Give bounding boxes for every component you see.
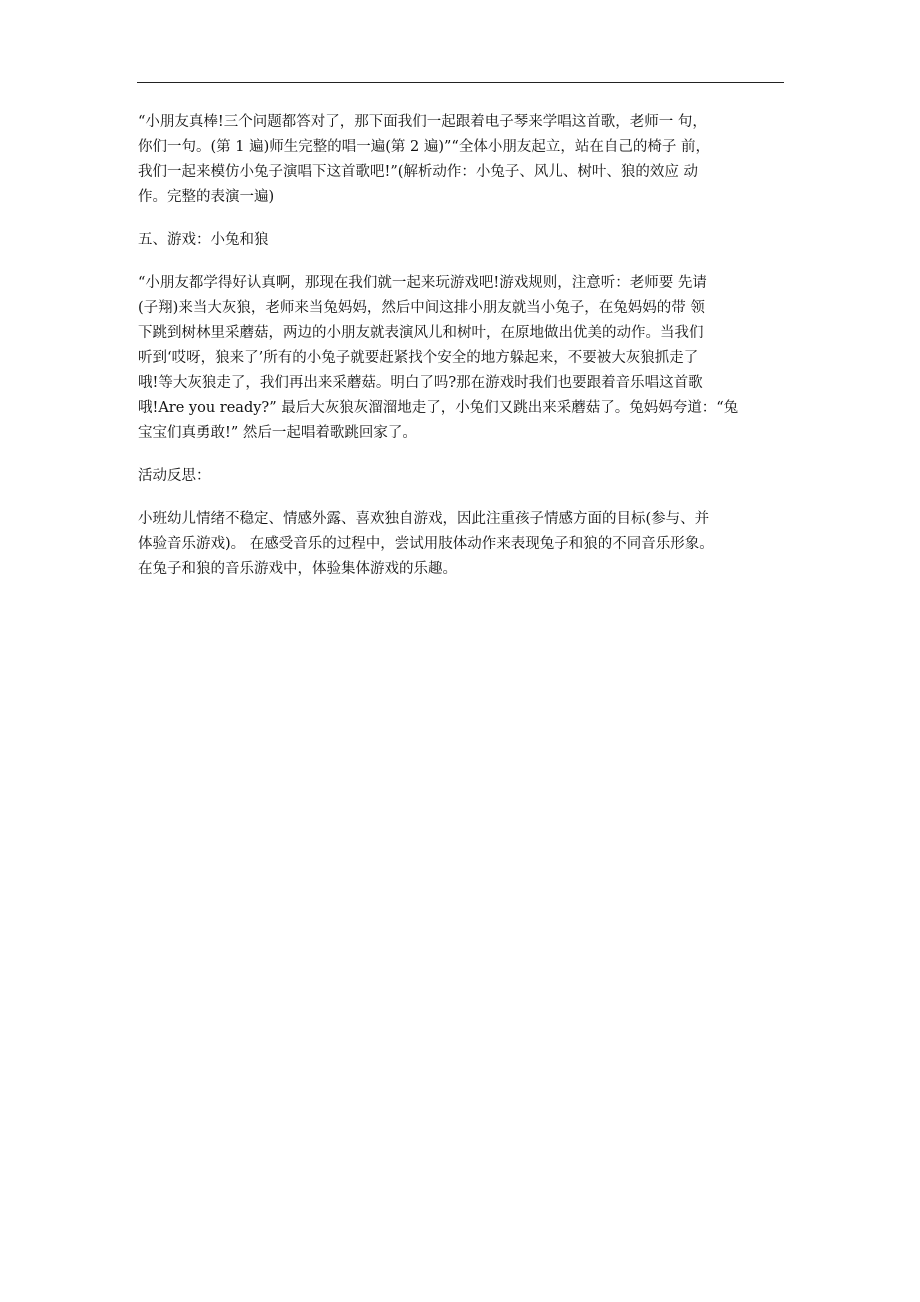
- text-line: 哦!等大灰狼走了，我们再出来采蘑菇。明白了吗?那在游戏时我们也要跟着音乐唱这首歌: [138, 375, 703, 391]
- text-line: 哦!Are you ready?” 最后大灰狼灰溜溜地走了，小兔们又跳出来采蘑菇了。兔妈妈夸道：“兔: [138, 400, 739, 416]
- text-line: “小朋友真棒!三个问题都答对了，那下面我们一起跟着电子琴来学唱这首歌，老师一 句，: [138, 114, 707, 130]
- text-line: 在兔子和狼的音乐游戏中，体验集体游戏的乐趣。: [138, 561, 457, 577]
- paragraph-reflection: [138, 507, 798, 582]
- text-line: 听到‘哎呀，狼来了’所有的小兔子就要赶紧找个安全的地方躲起来，不要被大灰狼抓走了: [138, 350, 699, 366]
- section-heading-game: [138, 228, 798, 253]
- text-line: 小班幼儿情绪不稳定、情感外露、喜欢独自游戏，因此注重孩子情感方面的目标(参与、并: [138, 511, 710, 527]
- header-divider: [137, 82, 784, 83]
- text-line: 我们一起来模仿小兔子演唱下这首歌吧!”(解析动作：小兔子、风儿、树叶、狼的效应 动: [138, 164, 699, 180]
- text-line: 你们一句。(第 1 遍)师生完整的唱一遍(第 2 遍)”“全体小朋友起立，站在自己的椅子 前，: [138, 139, 710, 155]
- text-line: (子翔)来当大灰狼，老师来当兔妈妈，然后中间这排小朋友就当小兔子，在兔妈妈的带 领: [138, 300, 705, 316]
- paragraph-game-instructions: [138, 271, 798, 446]
- text-line: 下跳到树林里采蘑菇，两边的小朋友就表演风儿和树叶，在原地做出优美的动作。当我们: [138, 325, 704, 341]
- section-heading-reflection: [138, 464, 798, 489]
- heading-text: 五、游戏：小兔和狼: [138, 232, 269, 248]
- text-line: “小朋友都学得好认真啊，那现在我们就一起来玩游戏吧!游戏规则，注意听：老师要 先请: [138, 275, 707, 291]
- text-line: 作。完整的表演一遍): [138, 189, 275, 205]
- text-line: 体验音乐游戏)。 在感受音乐的过程中，尝试用肢体动作来表现兔子和狼的不同音乐形象。: [138, 536, 714, 552]
- heading-text: 活动反思：: [138, 468, 211, 484]
- document-body: [138, 110, 798, 600]
- paragraph-sing-along: [138, 110, 798, 210]
- text-line: 宝宝们真勇敢!” 然后一起唱着歌跳回家了。: [138, 425, 417, 441]
